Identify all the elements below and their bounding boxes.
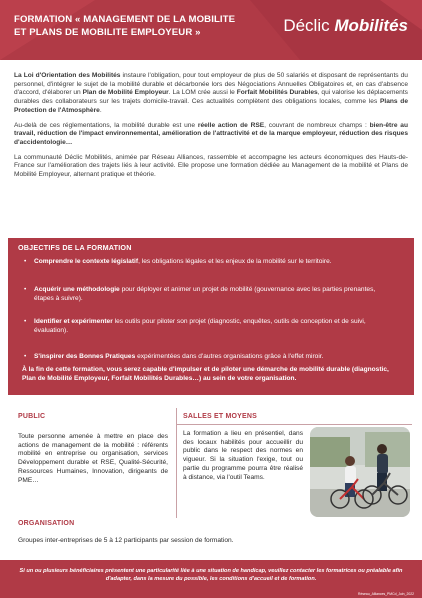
bold-run: Forfait Mobilités Durables: [236, 89, 318, 97]
objective-text: expérimentées dans d'autres organisations grâce à l'effet miroir.: [135, 353, 324, 360]
bullet-icon: •: [24, 353, 27, 360]
text-run: , couvrant de nombreux champs :: [264, 121, 370, 129]
document-reference: Réseau_Alliances_PMCd_Juin_2022: [358, 592, 414, 596]
objective-bold: Comprendre le contexte législatif: [34, 258, 139, 265]
bold-run: Plan de Mobilité Employeur: [82, 89, 169, 97]
objective-text: , les obligations légales et les enjeux de la mobilité sur le territoire.: [138, 258, 332, 265]
bold-run: La Loi d'Orientation des Mobilités: [14, 72, 121, 79]
footer-banner: [0, 560, 422, 598]
salles-text: La formation a lieu en présentiel, dans des locaux habilités pour accueillir du public dans le respect des normes en vigueur. Si la situation l'exige, tout ou partie du programme pourra être réalisé à distance, via l'outil Teams.: [183, 430, 303, 481]
bullet-icon: •: [24, 286, 27, 293]
text-run: .: [99, 106, 102, 114]
header-banner: [0, 0, 422, 60]
objectives-conclusion: À la fin de cette formation, vous serez capable d'impulser et de piloter une démarche de mobilité durable (diagnostic, Plan de Mobilité Employeur, Forfait Mobilités Durables…) au sein de votre organisation.: [22, 366, 389, 382]
text-run: Au-delà de ces réglementations, la mobilité durable est une: [14, 121, 198, 129]
objective-item: [24, 258, 332, 267]
section-divider-horizontal: [176, 424, 412, 425]
declic-mobilites-logo: [283, 16, 408, 36]
text-run: , qui valorise les déplacements durables des collaborateurs sur les trajets domicile-travail. Ces actualités complètent des obligations locales, comme les: [14, 89, 408, 106]
intro-paragraph-2: [14, 122, 408, 148]
intro-paragraph-1: [14, 72, 408, 116]
title-line-1: FORMATION « MANAGEMENT DE LA MOBILITE: [14, 14, 236, 25]
objective-bold: S'inspirer des Bonnes Pratiques: [34, 353, 136, 360]
objectives-panel: [8, 238, 414, 395]
title-line-2: ET PLANS DE MOBILITE EMPLOYEUR »: [14, 27, 201, 38]
intro-section: [14, 72, 408, 186]
text-run: . La LOM crée aussi le: [168, 89, 237, 97]
organisation-text: Groupes inter-entreprises de 5 à 12 participants par session de formation.: [18, 537, 234, 544]
text-run: instaure l'obligation, pour tout employeur de plus de 50 salariés et disposant de représentants du personnel, d'intégrer le sujet de la mobilité durable et décarbonée lors des Négociations Annuelles Obligatoires et, en cas d'absence d'accord, d'élaborer un: [14, 72, 408, 97]
objective-item: [24, 286, 394, 304]
cyclists-photo: [310, 427, 410, 517]
cyclists-photo-illustration: [310, 427, 410, 517]
logo-word-1: Déclic: [283, 16, 335, 35]
footer-accessibility-note: Si un ou plusieurs bénéficiaires présentent une particularité liée à une situation de handicap, veuillez contacter les formatrices ou préalable afin d'adapter, dans la mesure du possible, les conditions d'accueil et de formation.: [19, 568, 403, 582]
objective-item: [24, 353, 324, 362]
objective-text: pour déployer et animer un projet de mobilité (gouvernance avec les parties prenantes, étapes à suivre).: [34, 286, 376, 302]
page-title: [14, 13, 254, 39]
bold-run: bien-être au travail, réduction de l'impact environnemental, amélioration de l'attractivité et de la marque employeur, réduction des risques d'accidentologie…: [14, 121, 408, 146]
logo-word-2: Mobilités: [334, 16, 408, 35]
public-title: PUBLIC: [18, 413, 46, 420]
bold-run: réelle action de RSE: [197, 121, 265, 129]
public-text: Toute personne amenée à mettre en place des actions de management de la mobilité : référents mobilité en entreprise ou organisation, services Développement durable et RSE, Qualité-Sécurité, Ressources Humaines, Innovation, dirigeants de PME…: [18, 433, 168, 484]
salles-title: SALLES ET MOYENS: [183, 413, 257, 420]
objective-bold: Acquérir une méthodologie: [34, 286, 120, 293]
bullet-icon: •: [24, 258, 27, 265]
intro-paragraph-3: La communauté Déclic Mobilités, animée par Réseau Alliances, rassemble et accompagne les acteurs économiques des Hauts-de-France sur l'amélioration des trajets liés à leur activité. Elle propose une formation dédiée au Management de la mobilité et Plans de Mobilité Employeur, alternant pratique et théorie.: [14, 153, 408, 179]
objective-bold: Identifier et expérimenter: [34, 318, 113, 325]
objective-item: [24, 318, 394, 336]
bullet-icon: •: [24, 318, 27, 325]
bold-run: Plans de Protection de l'Atmosphère: [14, 98, 408, 114]
organisation-title: ORGANISATION: [18, 520, 75, 527]
objectives-title: OBJECTIFS DE LA FORMATION: [18, 243, 132, 252]
objective-text: les outils pour piloter son projet (diagnostic, enquêtes, outils de conception et de suivi, évaluation).: [34, 318, 366, 334]
